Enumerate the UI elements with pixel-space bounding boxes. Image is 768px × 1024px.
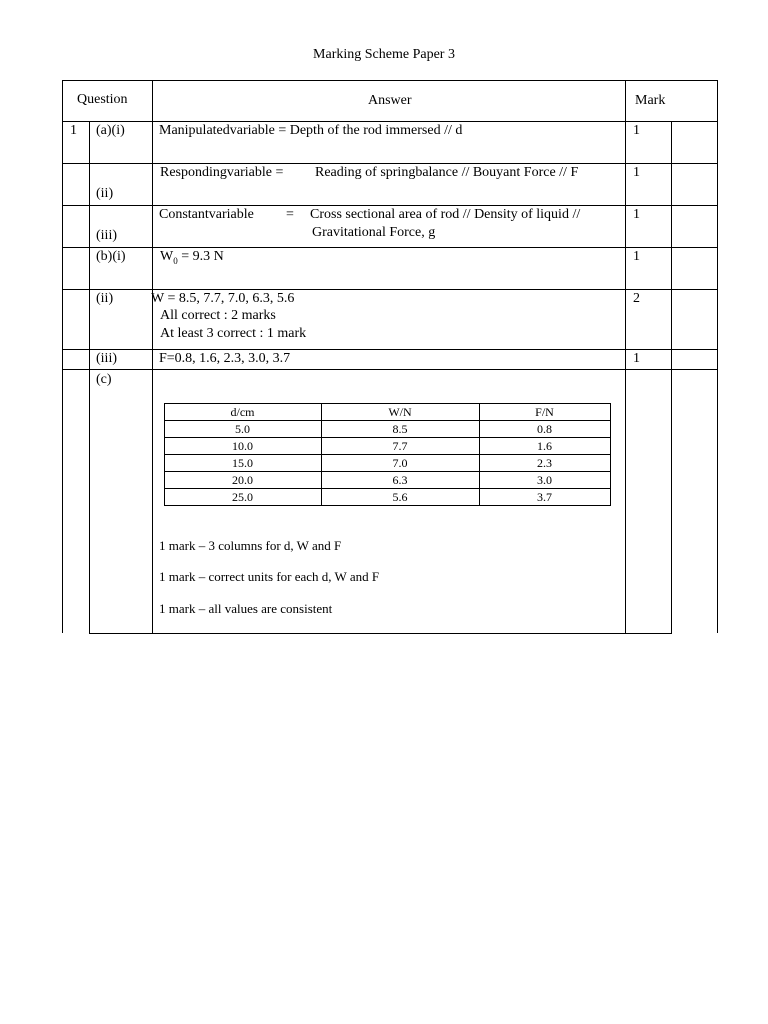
column-divider	[625, 80, 626, 634]
answer-b-iii: F=0.8, 1.6, 2.3, 3.0, 3.7	[159, 351, 291, 366]
mark-b-i: 1	[633, 249, 640, 264]
answer-b-ii-line2: All correct : 2 marks	[160, 308, 276, 323]
answer-b-ii-line1: W = 8.5, 7.7, 7.0, 6.3, 5.6	[151, 291, 295, 306]
subquestion-b-ii: (ii)	[96, 291, 114, 306]
data-table-cell: 10.0	[232, 439, 253, 453]
column-divider	[671, 121, 672, 634]
answer-a-ii-label: Respondingvariable =	[160, 165, 284, 180]
subquestion-c: (c)	[96, 372, 112, 387]
subquestion-b-iii: (iii)	[96, 351, 117, 366]
row-divider	[62, 369, 718, 370]
data-table-line	[164, 505, 611, 506]
subquestion-a-i: (a)(i)	[96, 123, 125, 138]
mark-b-ii: 2	[633, 291, 640, 306]
data-table-cell: 1.6	[537, 439, 552, 453]
data-table-cell: 7.0	[392, 456, 408, 470]
data-table-cell: 2.3	[537, 456, 552, 470]
criterion-units: 1 mark – correct units for each d, W and F	[159, 569, 380, 584]
data-table-header-f: F/N	[535, 405, 554, 419]
header-question: Question	[77, 92, 128, 107]
table-border-left	[62, 80, 63, 633]
header-answer: Answer	[368, 93, 412, 108]
subquestion-a-iii: (iii)	[96, 228, 117, 243]
criterion-consistent: 1 mark – all values are consistent	[159, 601, 333, 616]
data-table-cell: 0.8	[537, 422, 552, 436]
data-table-cell: 3.7	[537, 490, 552, 504]
data-table-cell: 15.0	[232, 456, 253, 470]
subquestion-a-ii: (ii)	[96, 186, 114, 201]
column-divider	[89, 121, 90, 634]
answer-a-i: Manipulatedvariable = Depth of the rod immersed // d	[159, 123, 463, 138]
data-table-header-w: W/N	[388, 405, 412, 419]
page-title: Marking Scheme Paper 3	[313, 47, 455, 62]
answer-a-ii: Reading of springbalance // Bouyant Force // F	[315, 165, 579, 180]
answer-a-iii-line2: Gravitational Force, g	[312, 225, 436, 240]
answer-a-iii-line1: Cross sectional area of rod // Density of liquid //	[310, 207, 581, 222]
data-table-cell: 5.6	[392, 490, 408, 504]
header-mark: Mark	[635, 93, 666, 108]
answer-a-iii-label: Constantvariable	[159, 207, 254, 222]
answer-b-i: $W_0 = 9.3$ N	[160, 249, 224, 266]
mark-a-ii: 1	[633, 165, 640, 180]
data-table-cell: 3.0	[537, 473, 552, 487]
mark-b-iii: 1	[633, 351, 640, 366]
question-number: 1	[70, 123, 77, 138]
data-table-cell: 20.0	[232, 473, 253, 487]
data-table-header-d: d/cm	[230, 405, 255, 419]
table-border-right	[717, 80, 718, 633]
table-border-bottom	[89, 633, 671, 634]
subquestion-b-i: (b)(i)	[96, 249, 126, 264]
mark-a-iii: 1	[633, 207, 640, 222]
mark-a-i: 1	[633, 123, 640, 138]
data-table-cell: 8.5	[392, 422, 408, 436]
data-table-cell: 25.0	[232, 490, 253, 504]
data-table-cell: 6.3	[392, 473, 408, 487]
data-table-line	[610, 403, 611, 506]
answer-b-ii-line3: At least 3 correct : 1 mark	[160, 326, 307, 341]
answer-a-iii-equals: =	[286, 207, 294, 222]
data-table-cell: 5.0	[235, 422, 250, 436]
criterion-columns: 1 mark – 3 columns for d, W and F	[159, 538, 342, 553]
table-border-top	[62, 80, 718, 81]
column-divider	[152, 80, 153, 634]
data-table-cell: 7.7	[392, 439, 408, 453]
